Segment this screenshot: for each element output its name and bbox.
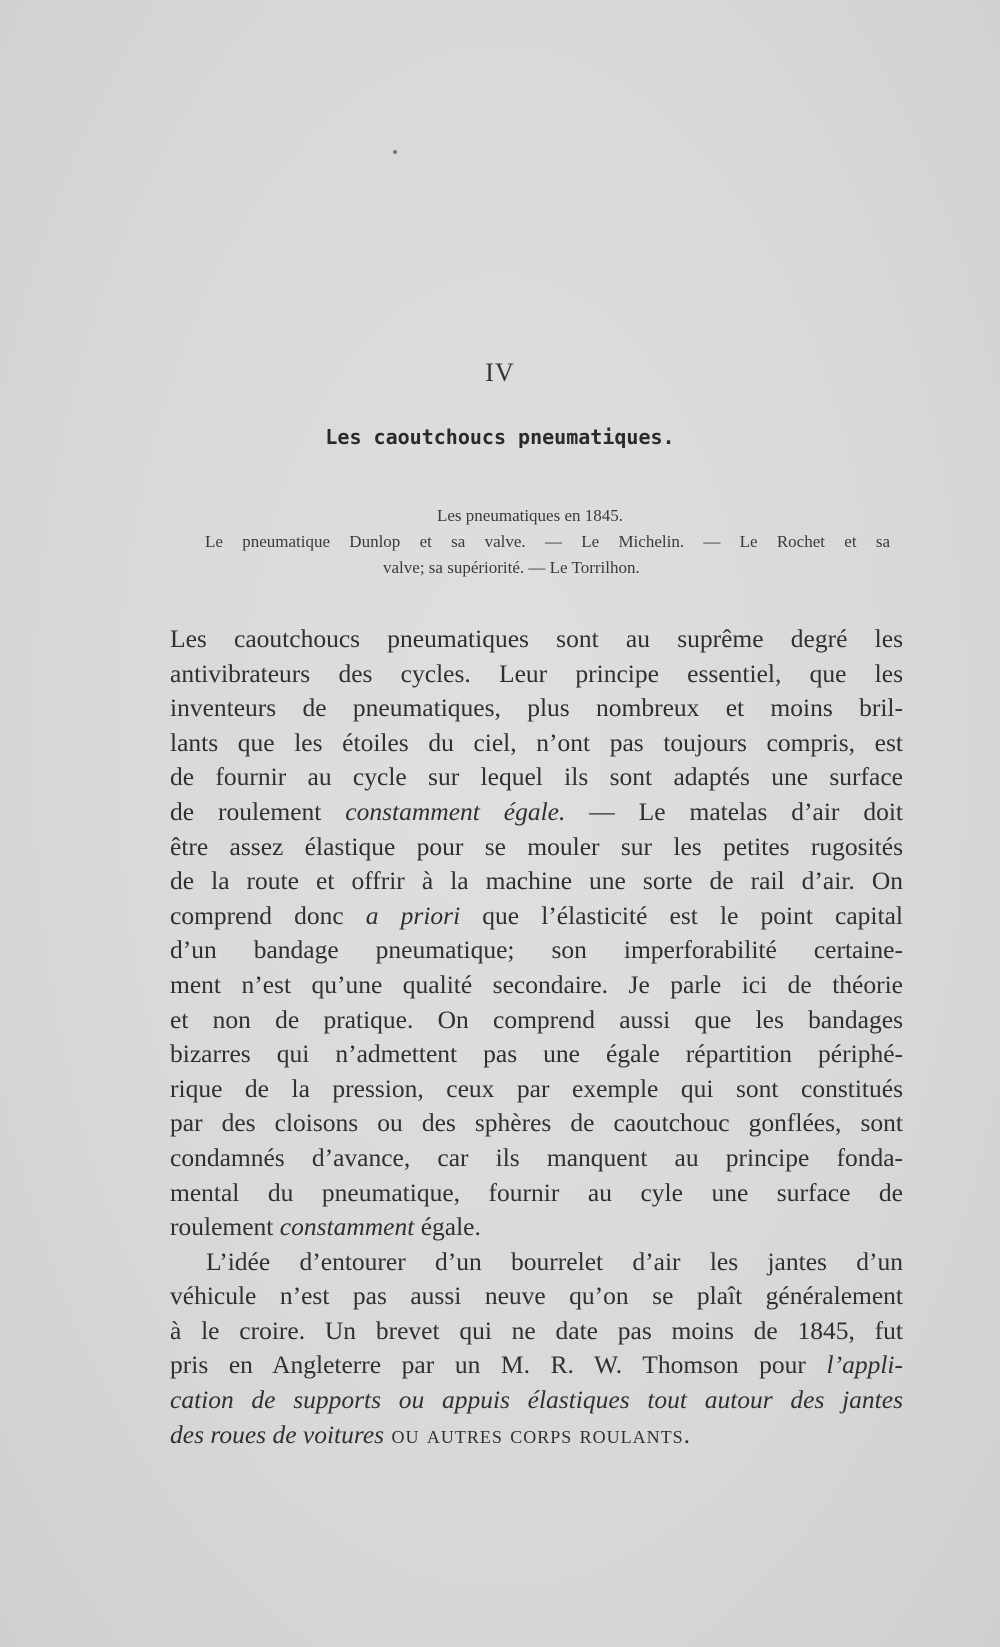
text-run: pris en Angleterre par un M. R. W. Thomson pour bbox=[170, 1350, 827, 1380]
text-line bbox=[170, 1418, 903, 1453]
smallcaps-text: ou autres corps roulants. bbox=[384, 1419, 692, 1449]
text-line bbox=[170, 899, 903, 934]
chapter-number: IV bbox=[485, 358, 515, 387]
text-run: que l’élasticité est le point capital bbox=[460, 900, 904, 930]
text-line: véhicule n’est pas aussi neuve qu’on se plaît généralement bbox=[170, 1281, 903, 1311]
body-text bbox=[170, 622, 903, 1452]
italic-text: a priori bbox=[365, 900, 461, 930]
text-line bbox=[170, 1210, 903, 1245]
italic-text: constamment bbox=[279, 1212, 415, 1242]
text-line bbox=[170, 795, 903, 830]
text-line: d’un bandage pneumatique; son imperforabilité certaine- bbox=[170, 935, 903, 965]
text-line: de fournir au cycle sur lequel ils sont adaptés une surface bbox=[170, 762, 903, 792]
text-line: antivibrateurs des cycles. Leur principe essentiel, que les bbox=[170, 658, 903, 688]
text-line: rique de la pression, ceux par exemple qui sont constitués bbox=[170, 1073, 903, 1103]
italic-text: l’appli- bbox=[826, 1350, 903, 1380]
text-run: — Le matelas d’air doit bbox=[565, 796, 904, 826]
text-line: Les caoutchoucs pneumatiques sont au suprême degré les bbox=[170, 624, 903, 653]
text-line: L’idée d’entourer d’un bourrelet d’air les jantes d’un bbox=[206, 1246, 903, 1276]
text-line: mental du pneumatique, fournir au cyle une surface de bbox=[170, 1177, 903, 1207]
text-line: et non de pratique. On comprend aussi que les bandages bbox=[170, 1004, 903, 1034]
italic-text: cation de supports ou appuis élastiques tout autour des jantes bbox=[170, 1385, 903, 1415]
text-line bbox=[170, 1383, 903, 1418]
chapter-summary bbox=[205, 503, 905, 581]
text-line: par des cloisons ou des sphères de caoutchouc gonflées, sont bbox=[170, 1108, 903, 1138]
summary-line: Le pneumatique Dunlop et sa valve. — Le Michelin. — Le Rochet et sa bbox=[205, 532, 890, 551]
text-line: bizarres qui n’admettent pas une égale répartition périphé- bbox=[170, 1039, 903, 1069]
text-line: condamnés d’avance, car ils manquent au principe fonda- bbox=[170, 1142, 903, 1172]
text-line: être assez élastique pour se mouler sur les petites rugosités bbox=[170, 831, 903, 861]
text-run: roulement bbox=[170, 1212, 280, 1242]
italic-text: des roues de voitures bbox=[170, 1419, 385, 1449]
text-line: lants que les étoiles du ciel, n’ont pas toujours compris, est bbox=[170, 727, 903, 757]
ink-speck bbox=[393, 150, 397, 154]
text-line: inventeurs de pneumatiques, plus nombreux et moins bril- bbox=[170, 693, 903, 723]
text-line: de la route et offrir à la machine une sorte de rail d’air. On bbox=[170, 866, 903, 896]
text-line: à le croire. Un brevet qui ne date pas moins de 1845, fut bbox=[170, 1315, 903, 1345]
text-line: ment n’est qu’une qualité secondaire. Je parle ici de théorie bbox=[170, 969, 903, 999]
italic-text: constamment égale. bbox=[345, 796, 566, 826]
text-run: de roulement bbox=[170, 796, 346, 826]
summary-line: Les pneumatiques en 1845. bbox=[437, 506, 624, 525]
text-run: comprend donc bbox=[170, 900, 366, 930]
chapter-title: Les caoutchoucs pneumatiques. bbox=[325, 425, 675, 449]
text-run: égale. bbox=[414, 1212, 481, 1242]
summary-line: valve; sa supériorité. — Le Torrilhon. bbox=[383, 558, 640, 577]
text-line bbox=[170, 1348, 903, 1383]
